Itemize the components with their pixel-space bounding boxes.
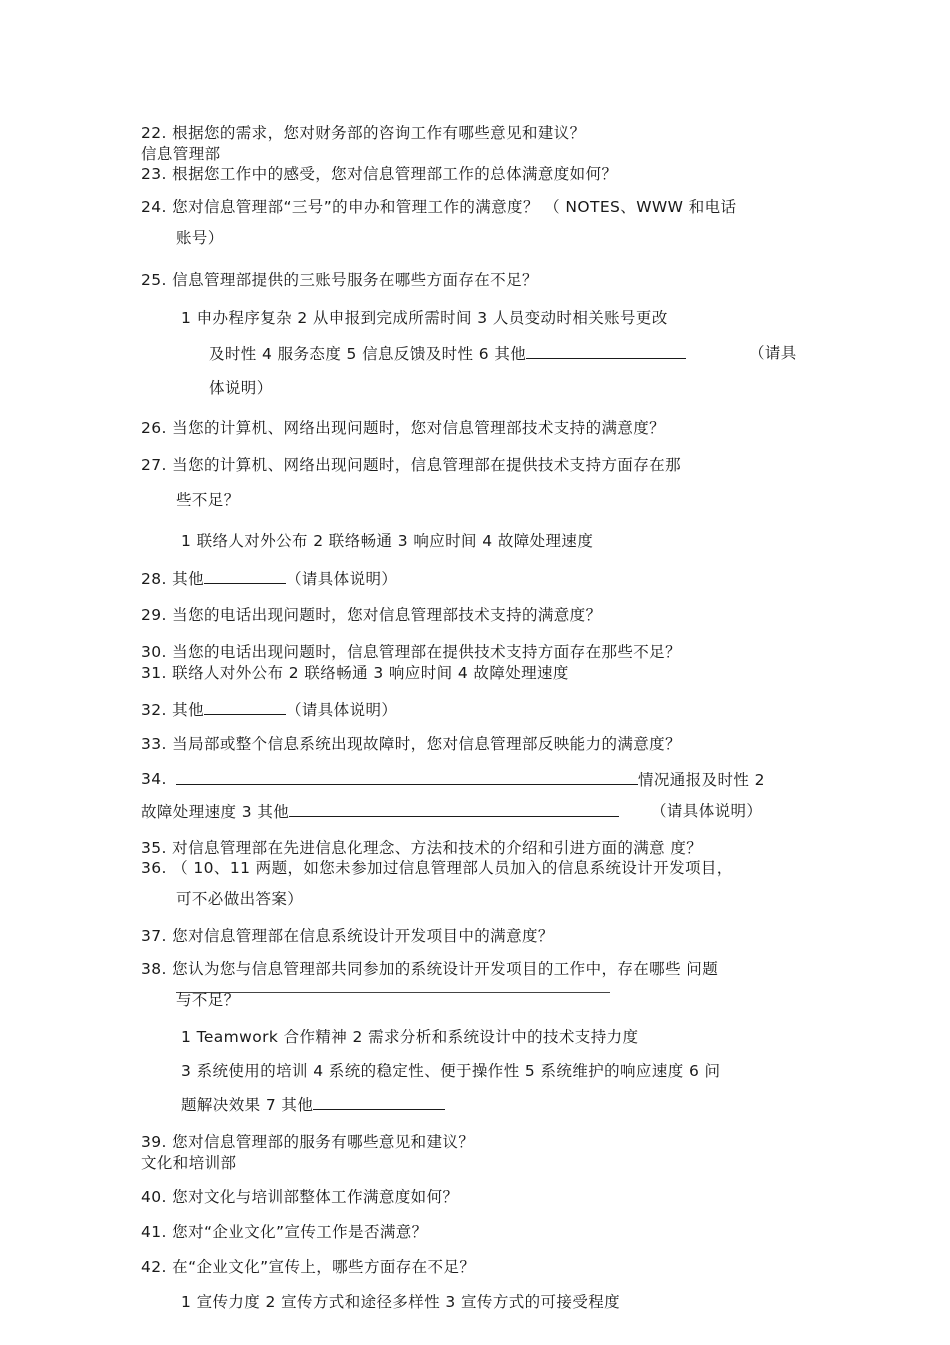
question-34-line2 — [141, 801, 619, 822]
answer-blank[interactable] — [289, 801, 619, 817]
question-38-options-text: 题解决效果 7 其他 — [181, 1096, 314, 1114]
question-39: 39. 您对信息管理部的服务有哪些意见和建议？ — [141, 1133, 475, 1151]
question-25-options-note: （请具 — [749, 344, 797, 362]
question-25-options-line2 — [209, 343, 686, 364]
section-heading-culture-training: 文化和培训部 — [141, 1154, 237, 1172]
question-37: 37. 您对信息管理部在信息系统设计开发项目中的满意度？ — [141, 927, 554, 945]
question-25-options-line1: 1 申办程序复杂 2 从申报到完成所需时间 3 人员变动时相关账号更改 — [181, 309, 668, 327]
question-34-text2: 故障处理速度 3 其他 — [141, 803, 290, 821]
question-27-line2: 些不足？ — [176, 491, 240, 509]
answer-blank[interactable] — [526, 343, 686, 359]
question-24-line1: 24. 您对信息管理部“三号”的申办和管理工作的满意度？ （ NOTES、WWW 和电话 — [141, 198, 737, 216]
question-32-label: 32. 其他 — [141, 701, 204, 719]
question-34-number: 34. — [141, 770, 167, 788]
question-36-line1: 36. （ 10、11 两题，如您未参加过信息管理部人员加入的信息系统设计开发项目， — [141, 859, 733, 877]
question-22: 22. 根据您的需求，您对财务部的咨询工作有哪些意见和建议？ — [141, 124, 586, 142]
answer-blank[interactable] — [204, 568, 286, 584]
question-35: 35. 对信息管理部在先进信息化理念、方法和技术的介绍和引进方面的满意 度？ — [141, 839, 703, 857]
question-24-line2: 账号） — [176, 229, 224, 247]
question-28-label: 28. 其他 — [141, 570, 204, 588]
question-30: 30. 当您的电话出现问题时，信息管理部在提供技术支持方面存在那些不足？ — [141, 643, 681, 661]
question-42-options: 1 宣传力度 2 宣传方式和途径多样性 3 宣传方式的可接受程度 — [181, 1293, 621, 1311]
question-29: 29. 当您的电话出现问题时，您对信息管理部技术支持的满意度？ — [141, 606, 602, 624]
question-27-options: 1 联络人对外公布 2 联络畅通 3 响应时间 4 故障处理速度 — [181, 532, 594, 550]
answer-blank[interactable] — [313, 1094, 445, 1110]
question-33: 33. 当局部或整个信息系统出现故障时，您对信息管理部反映能力的满意度？ — [141, 735, 681, 753]
section-heading-info-management: 信息管理部 — [141, 145, 221, 163]
answer-blank[interactable] — [204, 699, 286, 715]
question-42: 42. 在“企业文化”宣传上，哪些方面存在不足？ — [141, 1258, 476, 1276]
question-28-note: （请具体说明） — [285, 570, 398, 588]
question-34-text: 情况通报及时性 2 — [638, 771, 765, 789]
question-34-note: （请具体说明） — [651, 802, 763, 820]
question-38-options-line2: 3 系统使用的培训 4 系统的稳定性、便于操作性 5 系统维护的响应速度 6 问 — [181, 1062, 721, 1080]
question-40: 40. 您对文化与培训部整体工作满意度如何？ — [141, 1188, 459, 1206]
question-25-options-text: 及时性 4 服务态度 5 信息反馈及时性 6 其他 — [209, 345, 527, 363]
answer-blank[interactable] — [176, 769, 638, 785]
question-23: 23. 根据您工作中的感受，您对信息管理部工作的总体满意度如何？ — [141, 165, 618, 183]
question-32 — [141, 699, 397, 720]
divider-line — [176, 992, 610, 993]
question-32-note: （请具体说明） — [285, 701, 398, 719]
question-38-line2: 与不足？ — [176, 991, 240, 1009]
question-28 — [141, 568, 397, 589]
question-25-options-line3: 体说明） — [209, 379, 273, 397]
question-38-options-line1: 1 Teamwork 合作精神 2 需求分析和系统设计中的技术支持力度 — [181, 1028, 639, 1046]
question-25: 25. 信息管理部提供的三账号服务在哪些方面存在不足？ — [141, 271, 538, 289]
question-27-line1: 27. 当您的计算机、网络出现问题时，信息管理部在提供技术支持方面存在那 — [141, 456, 681, 474]
question-31: 31. 联络人对外公布 2 联络畅通 3 响应时间 4 故障处理速度 — [141, 664, 569, 682]
question-41: 41. 您对“企业文化”宣传工作是否满意？ — [141, 1223, 428, 1241]
question-26: 26. 当您的计算机、网络出现问题时，您对信息管理部技术支持的满意度？ — [141, 419, 666, 437]
question-34-line1 — [176, 769, 765, 790]
question-36-line2: 可不必做出答案） — [176, 890, 304, 908]
question-38-options-line3 — [181, 1094, 445, 1115]
question-38-line1: 38. 您认为您与信息管理部共同参加的系统设计开发项目的工作中，存在哪些 问题 — [141, 960, 719, 978]
